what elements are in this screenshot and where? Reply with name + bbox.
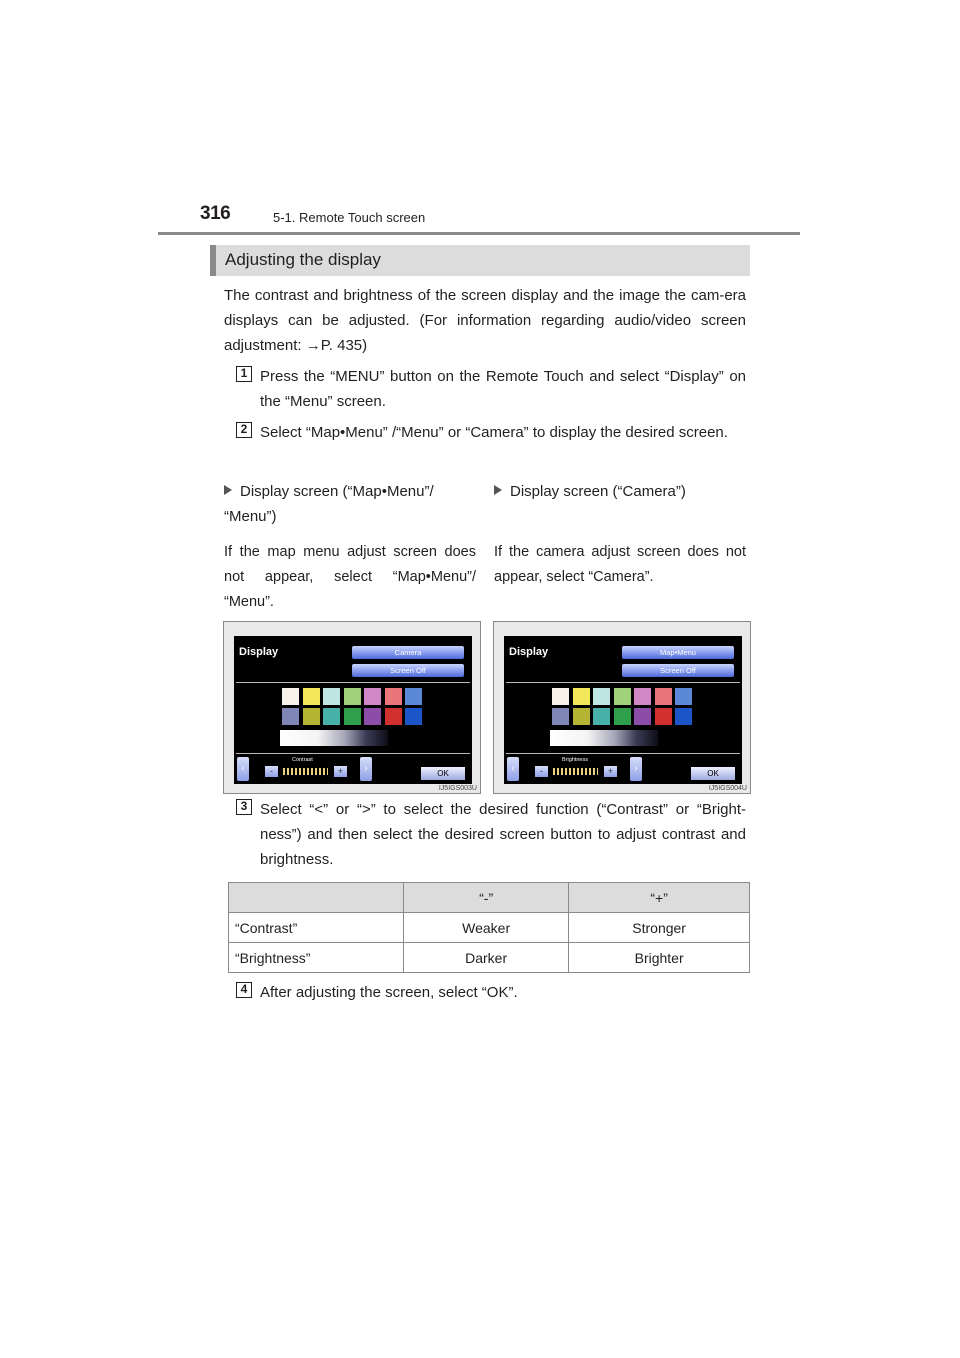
- color-swatch[interactable]: [303, 708, 320, 725]
- screen-image-contrast: [223, 621, 481, 794]
- color-swatch[interactable]: [593, 688, 610, 705]
- screen-divider: [236, 753, 470, 754]
- screen-image-brightness: [493, 621, 751, 794]
- table-row: [229, 943, 750, 973]
- color-swatch[interactable]: [323, 708, 340, 725]
- color-swatch[interactable]: [344, 688, 361, 705]
- screen-divider: [506, 753, 740, 754]
- triangle-bullet-icon: [224, 485, 232, 495]
- step-3-marker: 3: [236, 799, 252, 815]
- table-cell: Darker: [404, 943, 569, 973]
- step-1-text: Press the “MENU” button on the Remote Touch and select “Display” on the “Menu” screen.: [260, 368, 746, 410]
- grayscale-bar: [280, 730, 388, 746]
- color-swatch[interactable]: [385, 688, 402, 705]
- color-swatch[interactable]: [385, 708, 402, 725]
- color-swatch[interactable]: [344, 708, 361, 725]
- page-number: 316: [200, 203, 231, 224]
- color-swatch[interactable]: [675, 688, 692, 705]
- color-swatch[interactable]: [364, 708, 381, 725]
- triangle-bullet-icon: [494, 485, 502, 495]
- column-camera: [494, 479, 746, 590]
- intro-paragraph: The contrast and brightness of the screen display and the image the cam-era displays can be adjusted. (For information regarding audio/video screen adjustment: →P. 435): [224, 287, 746, 354]
- next-function-button[interactable]: ›: [630, 757, 642, 781]
- step-2-marker: 2: [236, 422, 252, 438]
- image-code: IJ5IGS004U: [708, 785, 747, 792]
- screen-title: Display: [509, 646, 549, 658]
- color-swatch[interactable]: [282, 688, 299, 705]
- screen-off-button[interactable]: Screen Off: [622, 664, 734, 677]
- color-swatch[interactable]: [573, 688, 590, 705]
- level-meter: [553, 768, 598, 775]
- color-swatch[interactable]: [552, 688, 569, 705]
- table-cell: Brighter: [569, 943, 750, 973]
- next-function-button[interactable]: ›: [360, 757, 372, 781]
- table-header-cell: “-”: [404, 883, 569, 913]
- minus-button[interactable]: -: [535, 766, 548, 777]
- color-swatch[interactable]: [614, 708, 631, 725]
- ok-button[interactable]: OK: [691, 767, 735, 780]
- table-header-row: [229, 883, 750, 913]
- color-swatch[interactable]: [614, 688, 631, 705]
- color-swatch[interactable]: [405, 708, 422, 725]
- table-row: [229, 913, 750, 943]
- color-swatch[interactable]: [552, 708, 569, 725]
- column-camera-text: If the camera adjust screen does not appear, select “Camera”.: [494, 544, 746, 585]
- function-label: Brightness: [562, 757, 588, 763]
- color-swatch[interactable]: [655, 708, 672, 725]
- grayscale-bar: [550, 730, 658, 746]
- table-cell: Stronger: [569, 913, 750, 943]
- step-4-text: After adjusting the screen, select “OK”.: [260, 984, 518, 1001]
- map-menu-button[interactable]: Map•Menu: [622, 646, 734, 659]
- plus-button[interactable]: +: [334, 766, 347, 777]
- previous-function-button[interactable]: ‹: [507, 757, 519, 781]
- column-map-menu: [224, 479, 476, 615]
- table-header-cell: [229, 883, 404, 913]
- section-banner: [210, 245, 750, 276]
- camera-button[interactable]: Camera: [352, 646, 464, 659]
- function-label: Contrast: [292, 757, 313, 763]
- previous-function-button[interactable]: ‹: [237, 757, 249, 781]
- display-screen: [504, 636, 742, 784]
- plus-button[interactable]: +: [604, 766, 617, 777]
- step-1-marker: 1: [236, 366, 252, 382]
- screen-divider: [506, 682, 740, 683]
- color-swatch[interactable]: [323, 688, 340, 705]
- column-camera-title: Display screen (“Camera”): [494, 479, 746, 504]
- table-cell: “Contrast”: [229, 913, 404, 943]
- step-3-text: Select “<” or “>” to select the desired function (“Contrast” or “Bright-ness”) and then select the desired screen button to adjust contrast and brightness.: [260, 801, 746, 868]
- table-cell: Weaker: [404, 913, 569, 943]
- color-swatch[interactable]: [634, 708, 651, 725]
- level-meter: [283, 768, 328, 775]
- color-swatch[interactable]: [303, 688, 320, 705]
- step-2-text: Select “Map•Menu” /“Menu” or “Camera” to display the desired screen.: [260, 424, 728, 441]
- color-swatch[interactable]: [593, 708, 610, 725]
- column-map-menu-title: Display screen (“Map•Menu”/ “Menu”): [224, 483, 434, 525]
- color-swatch[interactable]: [634, 688, 651, 705]
- table-header-cell: “+”: [569, 883, 750, 913]
- banner-title: Adjusting the display: [225, 250, 381, 269]
- color-swatch[interactable]: [364, 688, 381, 705]
- color-swatch[interactable]: [405, 688, 422, 705]
- header-divider: [158, 232, 800, 235]
- screen-divider: [236, 682, 470, 683]
- adjustment-table: [228, 882, 750, 973]
- table-cell: “Brightness”: [229, 943, 404, 973]
- color-swatch[interactable]: [573, 708, 590, 725]
- color-swatch[interactable]: [655, 688, 672, 705]
- ok-button[interactable]: OK: [421, 767, 465, 780]
- screen-title: Display: [239, 646, 279, 658]
- image-code: IJ5IGS003U: [438, 785, 477, 792]
- column-map-menu-text: If the map menu adjust screen does not appear, select “Map•Menu”/ “Menu”.: [224, 544, 476, 610]
- step-4-marker: 4: [236, 982, 252, 998]
- color-swatch[interactable]: [675, 708, 692, 725]
- screen-off-button[interactable]: Screen Off: [352, 664, 464, 677]
- minus-button[interactable]: -: [265, 766, 278, 777]
- section-title: 5-1. Remote Touch screen: [273, 210, 426, 225]
- display-screen: [234, 636, 472, 784]
- color-swatch[interactable]: [282, 708, 299, 725]
